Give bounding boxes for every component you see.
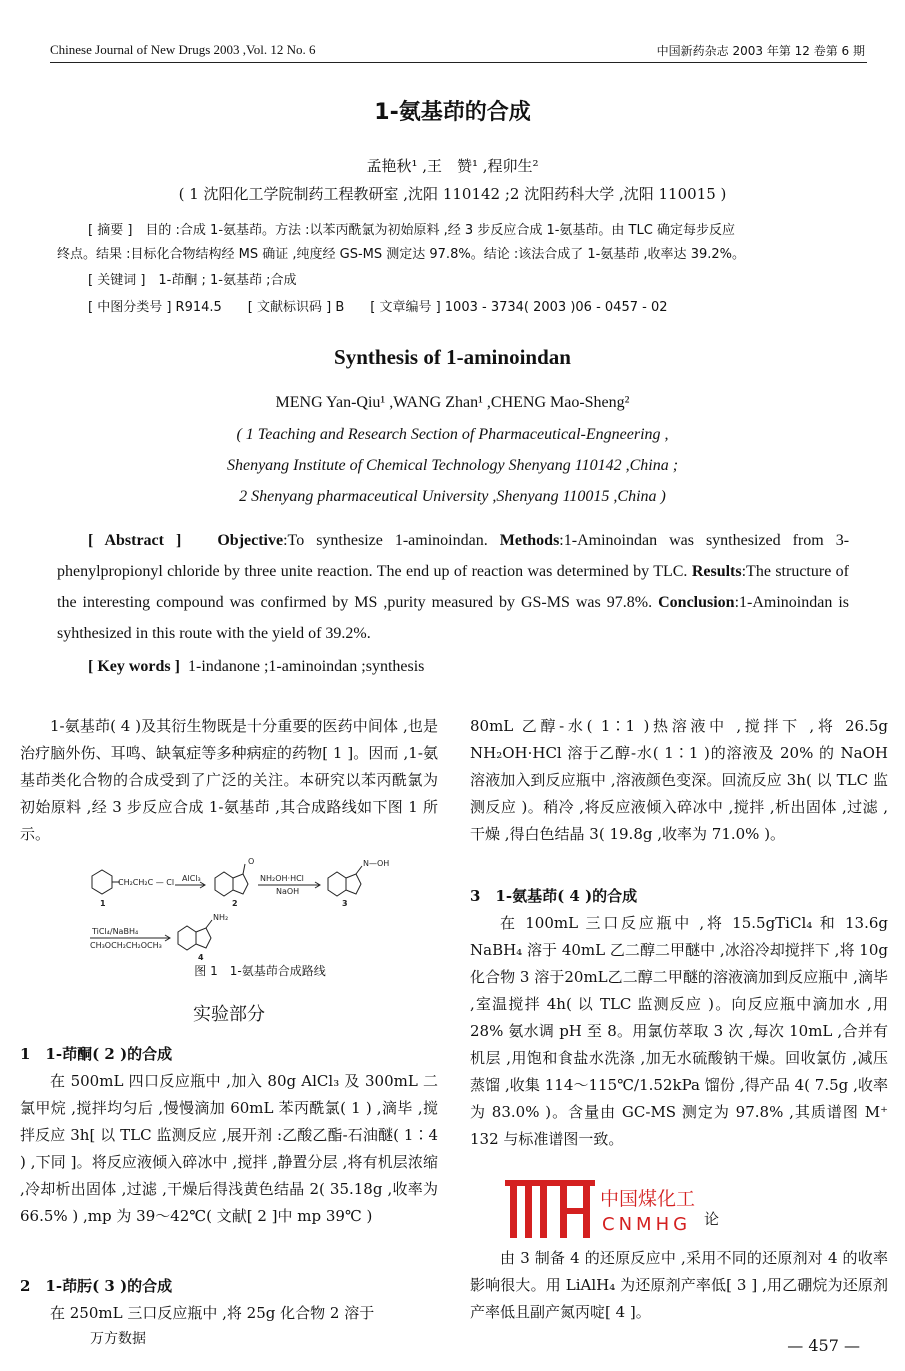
discussion-title-tail: 论 — [704, 1210, 720, 1228]
cnmhg-logo — [505, 1180, 595, 1238]
cn-abstract-line2: 终点。结果 :目标化合物结构经 MS 确证 ,纯度经 GS-MS 测定达 97.8%。结论 :该法合成了 1-氨基茚 ,收率达 39.2%。 — [57, 247, 745, 262]
scheme-reagent3a: TiCl₄/NaBH₄ — [92, 927, 139, 936]
results-label: Results — [691, 563, 742, 580]
watermark-cn: 中国煤化工 — [600, 1188, 696, 1210]
abstract-label: [ Abstract ] — [88, 532, 182, 549]
section2-title: 2 1-茚肟( 3 )的合成 — [20, 1277, 173, 1295]
page-number: — 457 — — [787, 1336, 860, 1355]
experimental-section-title: 实验部分 — [193, 1004, 265, 1025]
watermark-en: CNMHG — [602, 1214, 692, 1235]
scheme-label4: 4 — [198, 953, 204, 962]
objective-label: Objective — [217, 532, 284, 549]
journal-header-cn: 中国新药杂志 2003 年第 12 卷第 6 期 — [656, 44, 865, 58]
en-abstract — [57, 525, 849, 649]
section1-text: 在 500mL 四口反应瓶中 ,加入 80g AlCl₃ 及 300mL 二氯甲烷 ,搅拌均匀后 ,慢慢滴加 60mL 苯丙酰氯( 1 ) ,滴毕 ,搅拌反应 3h[ 以 TLC 监测反应 ,展开剂 :乙酸乙酯-石油醚( 1∶4 ) ,下同 ]。将反应液倾入碎冰中 ,搅拌 ,静置分层 ,将有机层浓缩 ,冷却析出固体 ,过滤 ,干燥后得浅黄色结晶 2( 35.18g ,收率为 66.5% ) ,mp 为 39～42℃( 文献[ 2 ]中 mp 39℃ ) — [20, 1072, 438, 1225]
cn-authors: 孟艳秋¹ ,王 赞¹ ,程卯生² — [366, 157, 539, 175]
scheme-o: O — [248, 858, 255, 866]
indanone-ring — [215, 872, 233, 896]
cn-affiliation: ( 1 沈阳化工学院制药工程教研室 ,沈阳 110142 ;2 沈阳药科大学 ,沈阳 110015 ) — [178, 185, 727, 203]
scheme-reagent2b: NaOH — [276, 887, 300, 896]
section1-title: 1 1-茚酮( 2 )的合成 — [20, 1045, 173, 1063]
methods-label: Methods — [499, 532, 560, 549]
en-affiliation-3: 2 Shenyang pharmaceutical University ,Shenyang 110015 ,China ) — [239, 488, 666, 505]
cn-classification: [ 中图分类号 ] R914.5 [ 文献标识码 ] B [ 文章编号 ] 1003 - 3734( 2003 )06 - 0457 - 02 — [88, 300, 668, 315]
wanfang-data: 万方数据 — [90, 1331, 146, 1347]
scheme-noh: N—OH — [363, 859, 390, 868]
cn-abstract-line1: [ 摘要 ] 目的 :合成 1-氨基茚。方法 :以苯丙酰氯为初始原料 ,经 3 步反应合成 1-氨基茚。由 TLC 确定每步反应 — [88, 223, 735, 238]
en-authors: MENG Yan-Qiu¹ ,WANG Zhan¹ ,CHENG Mao-Sheng² — [275, 394, 630, 411]
aminoindan-five-ring — [196, 928, 211, 948]
benzene-ring-1 — [92, 870, 112, 894]
en-affiliation-2: Shenyang Institute of Chemical Technology Shenyang 110142 ,China ; — [226, 457, 679, 474]
keywords-text: 1-indanone ;1-aminoindan ;synthesis — [187, 658, 425, 675]
header-rule — [50, 62, 867, 63]
keywords-label: [ Key words ] — [88, 658, 180, 675]
methods-text: :1-Aminoindan was synthesized from 3-phenylpropionyl chloride by three unite reaction. The end up of reaction was determined by TLC. — [57, 532, 850, 580]
scheme-label2: 2 — [232, 899, 238, 908]
aminoindan-ring — [178, 926, 196, 950]
scheme-reagent1: AlCl₃ — [182, 874, 201, 883]
right-last-paragraph: 由 3 制备 4 的还原反应中 ,采用不同的还原剂对 4 的收率影响很大。用 LiAlH₄ 为还原剂产率低[ 3 ] ,用乙硼烷为还原剂产率低且副产氮丙啶[ 4 ]。 — [470, 1249, 888, 1321]
scheme-reagent2a: NH₂OH·HCl — [260, 874, 304, 883]
section3-title: 3 1-氨基茚( 4 )的合成 — [470, 887, 638, 905]
objective-text: :To synthesize 1-aminoindan. — [283, 532, 488, 549]
section3-text: 在 100mL 三口反应瓶中 ,将 15.5gTiCl₄ 和 13.6g NaBH₄ 溶于 40mL 乙二醇二甲醚中 ,冰浴冷却搅拌下 ,将 10g 化合物 3 溶于20mL乙二醇二甲醚的溶液滴加到反应瓶中 ,滴毕 ,室温搅拌 4h( 以 TLC 监测反应 )。向反应瓶中滴加水 ,用 28% 氨水调 pH 至 8。用氯仿萃取 3 次 ,每次 10mL ,合并有机层 ,用饱和食盐水洗涤 ,加无水硫酸钠干燥。回收氯仿 ,减压蒸馏 ,收集 114～115℃/1.52kPa 馏份 ,得产品 4( 7.5g ,收率为 83.0% )。含量由 GC-MS 测定为 97.8% ,其质谱图 M⁺ 132 与标准谱图一致。 — [470, 914, 888, 1148]
figure-caption: 图 1 1-氨基茚合成路线 — [194, 964, 326, 978]
en-keywords — [88, 651, 848, 682]
results-text: :The structure of the interesting compound was confirmed by MS ,purity measured by GS-MS was 97.8%. — [57, 563, 850, 611]
conclusion-label: Conclusion — [658, 594, 735, 611]
right-paragraph-1: 80mL 乙醇-水( 1∶1 )热溶液中 ,搅拌下 ,将 26.5g NH₂OH·HCl 溶于乙醇-水( 1∶1 )的溶液及 20% 的 NaOH 溶液加入到反应瓶中 ,溶液颜色变深。回流反应 3h( 以 TLC 监测反应 )。稍冷 ,将反应液倾入碎冰中 ,搅拌 ,析出固体 ,过滤 ,干燥 ,得白色结晶 3( 19.8g ,收率为 71.0% )。 — [470, 717, 888, 843]
intro-paragraph: 1-氨基茚( 4 )及其衍生物既是十分重要的医药中间体 ,也是治疗脑外伤、耳鸣、缺氧症等多种病症的药物[ 1 ]。因而 ,1-氨基茚类化合物的合成受到了广泛的关注。本研究以苯丙酰氯为初始原料 ,经 3 步反应合成 1-氨基茚 ,其合成路线如下图 1 所示。 — [20, 717, 438, 843]
scheme-label3: 3 — [342, 899, 348, 908]
cn-keywords: [ 关键词 ] 1-茚酮 ; 1-氨基茚 ;合成 — [88, 273, 297, 288]
journal-header-en: Chinese Journal of New Drugs 2003 ,Vol. 12 No. 6 — [50, 42, 316, 57]
synthesis-scheme — [80, 858, 430, 978]
scheme-r1: CH₂CH₂C — Cl — [118, 878, 175, 887]
en-title: Synthesis of 1-aminoindan — [334, 345, 571, 369]
scheme-nh2: NH₂ — [213, 913, 229, 922]
section2-text: 在 250mL 三口反应瓶中 ,将 25g 化合物 2 溶于 — [50, 1304, 375, 1322]
indanone-five-ring — [233, 874, 248, 894]
en-affiliation-1: ( 1 Teaching and Research Section of Pharmaceutical-Engneering , — [236, 426, 669, 443]
cn-title: 1-氨基茚的合成 — [374, 100, 531, 125]
scheme-label1: 1 — [100, 899, 106, 908]
scheme-reagent3b: CH₃OCH₂CH₂OCH₃ — [90, 941, 162, 950]
oxime-ring — [328, 872, 346, 896]
oxime-five-ring — [346, 874, 361, 894]
conclusion-text: :1-Aminoindan is syhthesized in this route with the yield of 39.2%. — [57, 594, 850, 642]
